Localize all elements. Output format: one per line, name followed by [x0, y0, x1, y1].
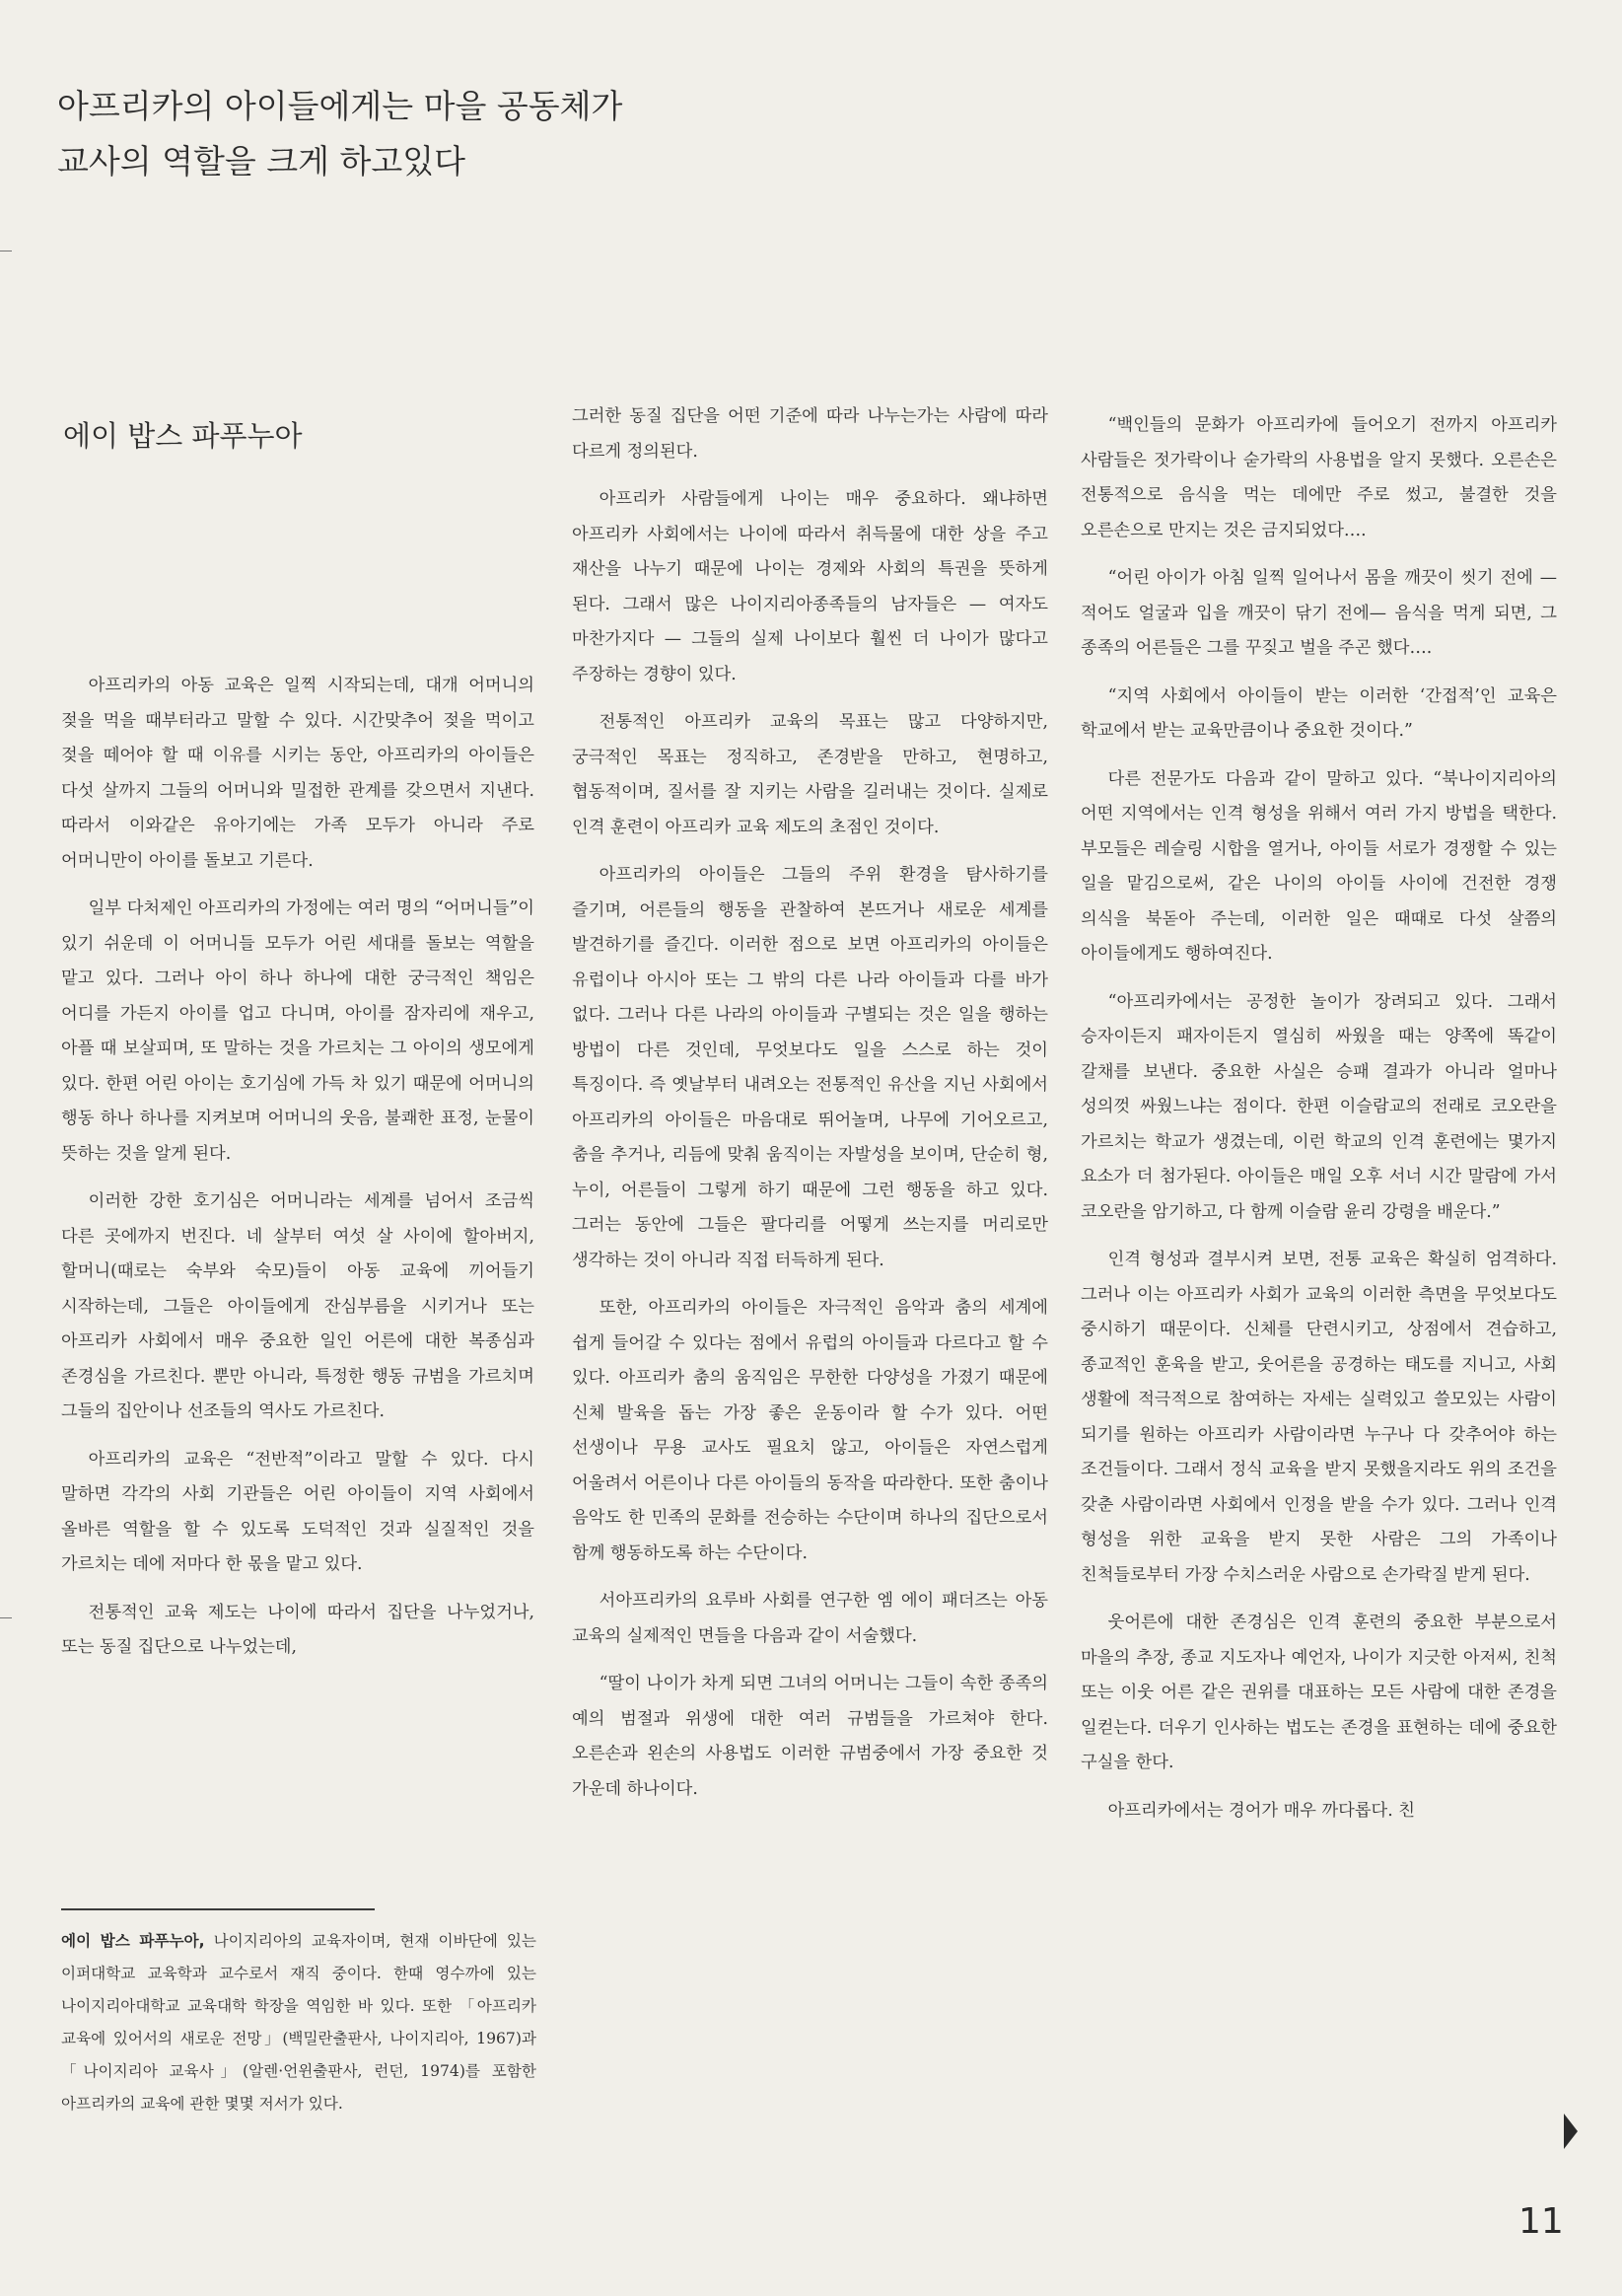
paragraph: 다른 전문가도 다음과 같이 말하고 있다. “북나이지리아의 어떤 지역에서는 인격 형성을 위해서 여러 가지 방법을 택한다. 부모들은 레슬링 시합을 열거나, 아이들 서로가 경쟁할 수 있는 일을 맡김으로써, 같은 나이의 아이들 사이에 건전한 경쟁 의식을 북돋아 주는데, 이러한 일은 때때로 다섯 살쯤의 아이들에게도 행하여진다. [1081, 768, 1557, 964]
paragraph: 아프리카에서는 경어가 매우 까다롭다. 친 [1107, 1800, 1415, 1821]
paragraph: 아프리카 사람들에게 나이는 매우 중요하다. 왜냐하면 아프리카 사회에서는 나이에 따라서 취득물에 대한 상을 주고 재산을 나누기 때문에 나이는 경제와 사회의 특권을 뜻하게 된다. 그래서 많은 나이지리아종족들의 남자들은 — 여자도 마찬가지다 — 그들의 실제 나이보다 훨씬 더 나이가 많다고 주장하는 경향이 있다. [572, 489, 1048, 684]
headline-line-2: 교사의 역할을 크게 하고있다 [57, 142, 466, 180]
bio-divider [61, 1908, 375, 1910]
paragraph: “백인들의 문화가 아프리카에 들어오기 전까지 아프리카 사람들은 젓가락이나 숟가락의 사용법을 알지 못했다. 오른손은 전통적으로 음식을 먹는 데에만 주로 썼고, 불결한 것을 오른손으로 만지는 것은 금지되었다…. [1081, 415, 1557, 540]
column-right [1081, 408, 1557, 1841]
paragraph: 아프리카의 교육은 “전반적”이라고 말할 수 있다. 다시 말하면 각각의 사회 기관들은 어린 아이들이 지역 사회에서 올바른 역할을 할 수 있도록 도덕적인 것과 실질적인 것을 가르치는 데에 저마다 한 몫을 맡고 있다. [61, 1449, 534, 1574]
paragraph: 웃어른에 대한 존경심은 인격 훈련의 중요한 부분으로서 마을의 추장, 종교 지도자나 예언자, 나이가 지긋한 아저씨, 친척 또는 이웃 어른 같은 권위를 대표하는 모든 사람에 대한 존경을 일컫는다. 더우기 인사하는 법도는 존경을 표현하는 데에 중요한 구실을 한다. [1081, 1613, 1557, 1772]
paragraph: 서아프리카의 요루바 사회를 연구한 엠 에이 패더즈는 아동 교육의 실제적인 면들을 다음과 같이 서술했다. [572, 1591, 1048, 1646]
paragraph: 일부 다처제인 아프리카의 가정에는 여러 명의 “어머니들”이 있기 쉬운데 이 어머니들 모두가 어린 세대를 돌보는 역할을 맡고 있다. 그러나 아이 하나 하나에 대한 궁극적인 책임은 어디를 가든지 아이를 업고 다니며, 아이를 잠자리에 재우고, 아플 때 보살피며, 또 말하는 것을 가르치는 그 아이의 생모에게 있다. 한편 어린 아이는 호기심에 가득 차 있기 때문에 어머니의 행동 하나 하나를 지켜보며 어머니의 웃음, 불쾌한 표정, 눈물이 뜻하는 것을 알게 된다. [61, 898, 534, 1164]
crop-mark [0, 1617, 12, 1618]
author-bio [61, 1925, 536, 2120]
column-middle [572, 399, 1048, 1820]
paragraph: “지역 사회에서 아이들이 받는 이러한 ‘간접적’인 교육은 학교에서 받는 교육만큼이나 중요한 것이다.” [1081, 685, 1557, 741]
paragraph: 전통적인 아프리카 교육의 목표는 많고 다양하지만, 궁극적인 목표는 정직하고, 존경받을 만하고, 현명하고, 협동적이며, 질서를 잘 지키는 사람을 길러내는 것이다. 실제로 인격 훈련이 아프리카 교육 제도의 초점인 것이다. [572, 712, 1048, 837]
bio-author-name: 에이 밥스 파푸누아, [61, 1932, 205, 1950]
paragraph: 인격 형성과 결부시켜 보면, 전통 교육은 확실히 엄격하다. 그러나 이는 아프리카 사회가 교육의 이러한 측면을 무엇보다도 중시하기 때문이다. 신체를 단련시키고, 상점에서 견습하고, 종교적인 훈육을 받고, 웃어른을 공경하는 태도를 지니고, 사회 생활에 적극적으로 참여하는 자세는 실력있고 쓸모있는 사람이 되기를 원하는 아프리카 사람이라면 누구나 다 갖추어야 하는 조건들이다. 그래서 정식 교육을 받지 못했을지라도 위의 조건을 갖춘 사람이라면 사회에서 인정을 받을 수가 있다. 그러나 인격 형성을 위한 교육을 받지 못한 사람은 그의 가족이나 친척들로부터 가장 수치스러운 사람으로 손가락질 받게 된다. [1081, 1250, 1557, 1585]
paragraph: 아프리카의 아이들은 그들의 주위 환경을 탐사하기를 즐기며, 어른들의 행동을 관찰하여 본뜨거나 새로운 세계를 발견하기를 즐긴다. 이러한 점으로 보면 아프리카의 아이들은 유럽이나 아시아 또는 그 밖의 다른 나라 아이들과 다를 바가 없다. 그러나 다른 나라의 아이들과 구별되는 것은 일을 행하는 방법이 다른 것인데, 무엇보다도 일을 스스로 하는 것이 특징이다. 즉 옛날부터 내려오는 전통적인 유산을 지닌 사회에서 아프리카의 아이들은 마음대로 뛰어놀며, 나무에 기어오르고, 춤을 추거나, 리듬에 맞춰 움직이는 자발성을 보이며, 단순히 형, 누이, 어른들이 그렇게 하기 때문에 그런 행동을 하고 있다. 그러는 동안에 그들은 팔다리를 어떻게 쓰는지를 머리로만 생각하는 것이 아니라 직접 터득하게 된다. [572, 865, 1048, 1270]
article-headline [57, 79, 747, 189]
page-number: 11 [1518, 2201, 1564, 2242]
paragraph: 전통적인 교육 제도는 나이에 따라서 집단을 나누었거나, 또는 동질 집단으로 나누었는데, [61, 1602, 534, 1657]
paragraph: 이러한 강한 호기심은 어머니라는 세계를 넘어서 조금씩 다른 곳에까지 번진다. 네 살부터 여섯 살 사이에 할아버지, 할머니(때로는 숙부와 숙모)들이 아동 교육에 끼어들기 시작하는데, 그들은 아이들에게 잔심부름을 시키거나 또는 아프리카 사회에서 매우 중요한 일인 어른에 대한 복종심과 존경심을 가르친다. 뿐만 아니라, 특정한 행동 규범을 가르치며 그들의 집안이나 선조들의 역사도 가르친다. [61, 1191, 534, 1421]
paragraph: 그러한 동질 집단을 어떤 기준에 따라 나누는가는 사람에 따라 다르게 정의된다. [572, 406, 1048, 462]
paragraph: “딸이 나이가 차게 되면 그녀의 어머니는 그들이 속한 종족의 예의 범절과 위생에 대한 여러 규범들을 가르쳐야 한다. 오른손과 왼손의 사용법도 이러한 규범중에서 가장 중요한 것 가운데 하나이다. [572, 1674, 1048, 1799]
right-triangle-arrow-icon [1564, 2114, 1578, 2149]
headline-line-1: 아프리카의 아이들에게는 마을 공동체가 [57, 87, 623, 125]
author-name: 에이 밥스 파푸누아 [63, 419, 303, 453]
bio-text: 나이지리아의 교육자이며, 현재 이바단에 있는 이퍼대학교 교육학과 교수로서 재직 중이다. 한때 영수까에 있는 나이지리아대학교 교육대학 학장을 역임한 바 있다. 또한 「아프리카 교육에 있어서의 새로운 전망」(백밀란출판사, 나이지리아, 1967)과 「나이지리아 교육사」(알렌·언윈출판사, 런던, 1974)를 포함한 아프리카의 교육에 관한 몇몇 저서가 있다. [61, 1932, 537, 2113]
paragraph: “아프리카에서는 공정한 놀이가 장려되고 있다. 그래서 승자이든지 패자이든지 열심히 싸웠을 때는 양쪽에 똑같이 갈채를 보낸다. 중요한 사실은 승패 결과가 아니라 얼마나 성의껏 싸웠느냐는 점이다. 한편 이슬람교의 전래로 코오란을 가르치는 학교가 생겼는데, 이런 학교의 인격 훈련에는 몇가지 요소가 더 첨가된다. 아이들은 매일 오후 서너 시간 말람에 가서 코오란을 암기하고, 다 함께 이슬람 윤리 강령을 배운다.” [1081, 991, 1557, 1222]
paragraph: 또한, 아프리카의 아이들은 자극적인 음악과 춤의 세계에 쉽게 들어갈 수 있다는 점에서 유럽의 아이들과 다르다고 할 수 있다. 아프리카 춤의 움직임은 무한한 다양성을 가졌기 때문에 신체 발육을 돕는 가장 좋은 운동이라 할 수가 있다. 어떤 선생이나 무용 교사도 필요치 않고, 아이들은 자연스럽게 어울려서 어른이나 다른 아이들의 동작을 따라한다. 또한 춤이나 음악도 한 민족의 문화를 전승하는 수단이며 하나의 집단으로서 함께 행동하도록 하는 수단이다. [572, 1298, 1048, 1563]
paragraph: “어린 아이가 아침 일찍 일어나서 몸을 깨끗이 씻기 전에 —적어도 얼굴과 입을 깨끗이 닦기 전에— 음식을 먹게 되면, 그 종족의 어른들은 그를 꾸짖고 벌을 주곤 했다…. [1081, 568, 1557, 658]
column-left [61, 669, 534, 1679]
paragraph: 아프리카의 아동 교육은 일찍 시작되는데, 대개 어머니의 젖을 먹을 때부터라고 말할 수 있다. 시간맞추어 젖을 먹이고 젖을 떼어야 할 때 이유를 시키는 동안, 아프리카의 아이들은 다섯 살까지 그들의 어머니와 밀접한 관계를 갖으면서 지낸다. 따라서 이와같은 유아기에는 가족 모두가 아니라 주로 어머니만이 아이를 돌보고 기른다. [61, 676, 534, 871]
